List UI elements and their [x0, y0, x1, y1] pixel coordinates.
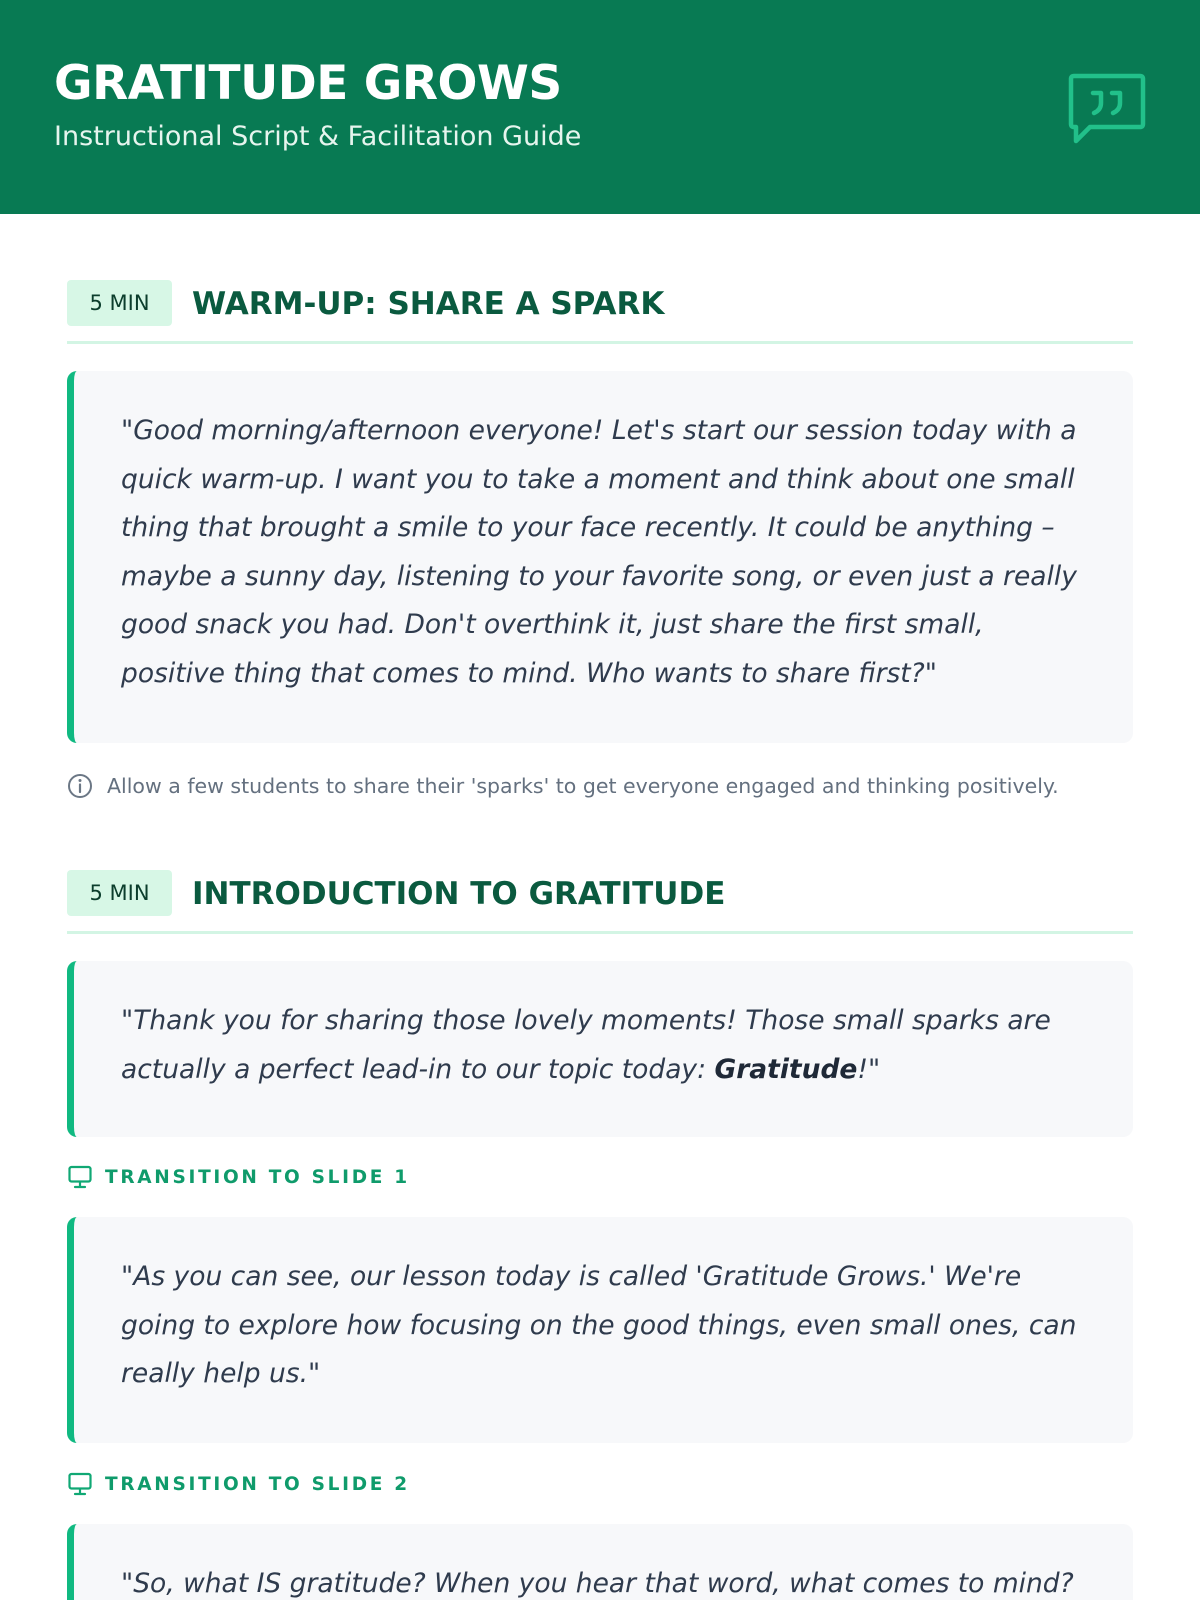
section-header-introduction — [67, 870, 1133, 934]
script-quote-block — [67, 371, 1133, 743]
monitor-icon — [67, 1471, 93, 1497]
facilitator-note — [67, 771, 1059, 801]
quote-message-icon — [1068, 72, 1146, 146]
slide-transition-2 — [67, 1471, 410, 1497]
script-quote-block — [67, 1524, 1133, 1600]
script-text: "As you can see, our lesson today is called 'Gratitude Grows.' We're going to explore how focusing on the good things, even small ones, can really help us." — [121, 1261, 1077, 1389]
section-title: WARM-UP: SHARE A SPARK — [192, 286, 665, 322]
page-title: GRATITUDE GROWS — [54, 56, 562, 111]
page-subtitle: Instructional Script & Facilitation Guide — [54, 121, 582, 152]
info-icon — [67, 773, 93, 799]
slide-transition-1 — [67, 1164, 410, 1190]
script-text: "Good morning/afternoon everyone! Let's start our session today with a quick warm-up. I want you to take a moment and think about one small thing that brought a smile to your face recently. It could be anything – maybe a sunny day, listening to your favorite song, or even just a really good snack you had. Don't overthink it, just share the first small, positive thing that comes to mind. Who wants to share first?" — [121, 415, 1077, 689]
note-text: Allow a few students to share their 'sparks' to get everyone engaged and thinking positively. — [107, 774, 1059, 798]
section-header-warmup — [67, 280, 1133, 344]
duration-badge: 5 MIN — [67, 870, 172, 916]
transition-label: TRANSITION TO SLIDE 2 — [105, 1473, 410, 1495]
section-title: INTRODUCTION TO GRATITUDE — [192, 876, 726, 912]
script-quote-block — [67, 1217, 1133, 1443]
script-text-end: !" — [857, 1053, 881, 1085]
script-text: "Thank you for sharing those lovely moments! Those small sparks are actually a perfect lead-in to our topic today: — [121, 1005, 1051, 1085]
transition-label: TRANSITION TO SLIDE 1 — [105, 1166, 410, 1188]
script-quote-block — [67, 961, 1133, 1137]
monitor-icon — [67, 1164, 93, 1190]
emphasis-text: Gratitude — [714, 1053, 858, 1085]
script-text: "So, what IS gratitude? When you hear that word, what comes to mind? — [121, 1568, 1074, 1599]
page-header — [0, 0, 1200, 214]
duration-badge: 5 MIN — [67, 280, 172, 326]
